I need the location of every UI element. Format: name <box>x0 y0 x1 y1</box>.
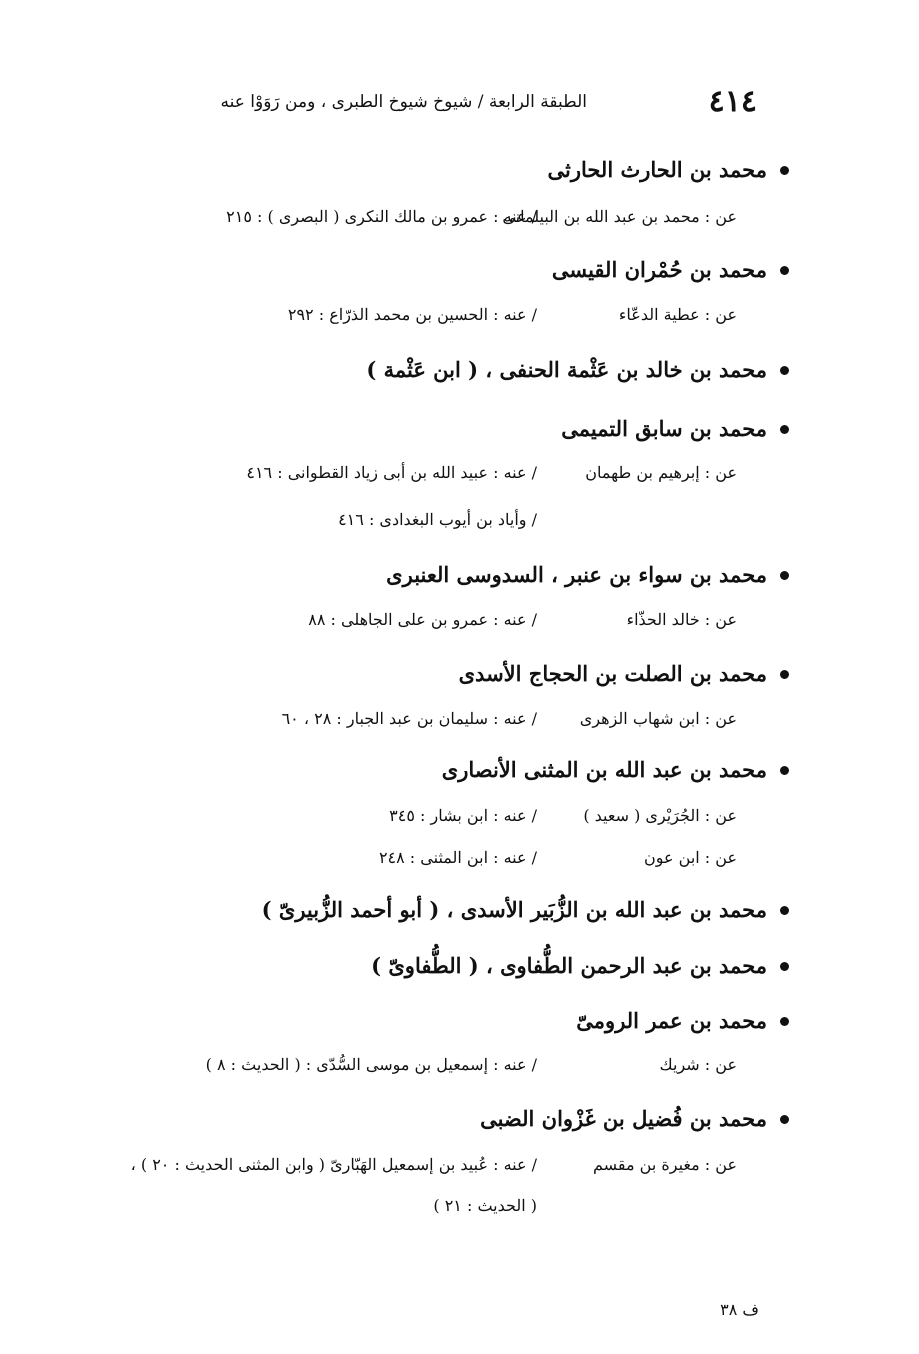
bullet-icon <box>780 1115 789 1124</box>
entry-name: محمد بن عبد الرحمن الطُّفاوى ، ( الطُّفاوىّ ) <box>371 953 767 978</box>
entry-transmitter: / عنه : ابن المثنى : ٢٤٨ <box>378 848 537 867</box>
entry-name: محمد بن الصلت بن الحجاج الأسدى <box>458 661 767 686</box>
entry-transmitter: ( الحديث : ٢١ ) <box>433 1196 537 1215</box>
entry-name: محمد بن حُمْران القيسى <box>551 257 767 282</box>
entry-name: محمد بن سابق التميمى <box>561 416 767 441</box>
entry-name: محمد بن الحارث الحارثى <box>547 157 767 182</box>
entry-source: عن : شريك <box>659 1055 737 1074</box>
entry-transmitter: / عنه : عمرو بن على الجاهلى : ٨٨ <box>308 610 537 629</box>
entry-source: عن : خالد الحذّاء <box>626 610 737 629</box>
entry-transmitter: / عنه : ابن بشار : ٣٤٥ <box>389 806 537 825</box>
bullet-icon <box>780 670 789 679</box>
entry-source: عن : إبرهيم بن طهمان <box>585 463 737 482</box>
entry-source: عن : محمد بن عبد الله بن البيلمانى <box>502 207 737 226</box>
entry-name: محمد بن عبد الله بن المثنى الأنصارى <box>441 757 767 782</box>
bullet-icon <box>780 906 789 915</box>
running-header-title: الطبقة الرابعة / شيوخ شيوخ الطبرى ، ومن رَوَوْا عنه <box>220 92 587 112</box>
entry-name: محمد بن خالد بن عَثْمة الحنفى ، ( ابن عَثْمة ) <box>366 357 767 382</box>
entry-transmitter: / عنه : الحسين بن محمد الذرّاع : ٢٩٢ <box>287 305 537 324</box>
bullet-icon <box>780 425 789 434</box>
entry-transmitter: / عنه : عبيد الله بن أبى زياد القطوانى : ٤١٦ <box>246 463 537 482</box>
entry-source: عن : عطية الدعّاء <box>618 305 737 324</box>
entry-source: عن : مغيرة بن مقسم <box>592 1155 737 1174</box>
bullet-icon <box>780 571 789 580</box>
page-number: ٤١٤ <box>708 84 757 119</box>
bullet-icon <box>780 166 789 175</box>
bullet-icon <box>780 962 789 971</box>
entry-name: محمد بن سواء بن عنبر ، السدوسى العنبرى <box>386 562 767 587</box>
bullet-icon <box>780 766 789 775</box>
bullet-icon <box>780 366 789 375</box>
entry-transmitter: / وأياد بن أيوب البغدادى : ٤١٦ <box>338 510 537 529</box>
entry-source: عن : الجُرَيْرى ( سعيد ) <box>583 806 737 825</box>
bullet-icon <box>780 1017 789 1026</box>
entry-name: محمد بن فُضيل بن غَزْوان الضبى <box>480 1106 767 1131</box>
entry-source: عن : ابن عون <box>643 848 737 867</box>
bullet-icon <box>780 266 789 275</box>
signature-mark: ف ٣٨ <box>720 1300 759 1319</box>
entry-transmitter: / عنه : عمرو بن مالك النكرى ( البصرى ) : ٢١٥ <box>226 207 537 226</box>
entry-name: محمد بن عبد الله بن الزُّبَير الأسدى ، ( أبو أحمد الزُّبيرىّ ) <box>261 897 767 922</box>
entry-transmitter: / عنه : سليمان بن عبد الجبار : ٢٨ ، ٦٠ <box>281 709 537 728</box>
entry-transmitter: / عنه : إسمعيل بن موسى السُّدّى : ( الحديث : ٨ ) <box>205 1055 537 1074</box>
entry-name: محمد بن عمر الرومىّ <box>576 1008 767 1033</box>
entry-source: عن : ابن شهاب الزهرى <box>579 709 737 728</box>
entry-transmitter: / عنه : عُبيد بن إسمعيل الهَبّارىّ ( وابن المثنى الحديث : ٢٠ ) ، <box>130 1155 537 1174</box>
